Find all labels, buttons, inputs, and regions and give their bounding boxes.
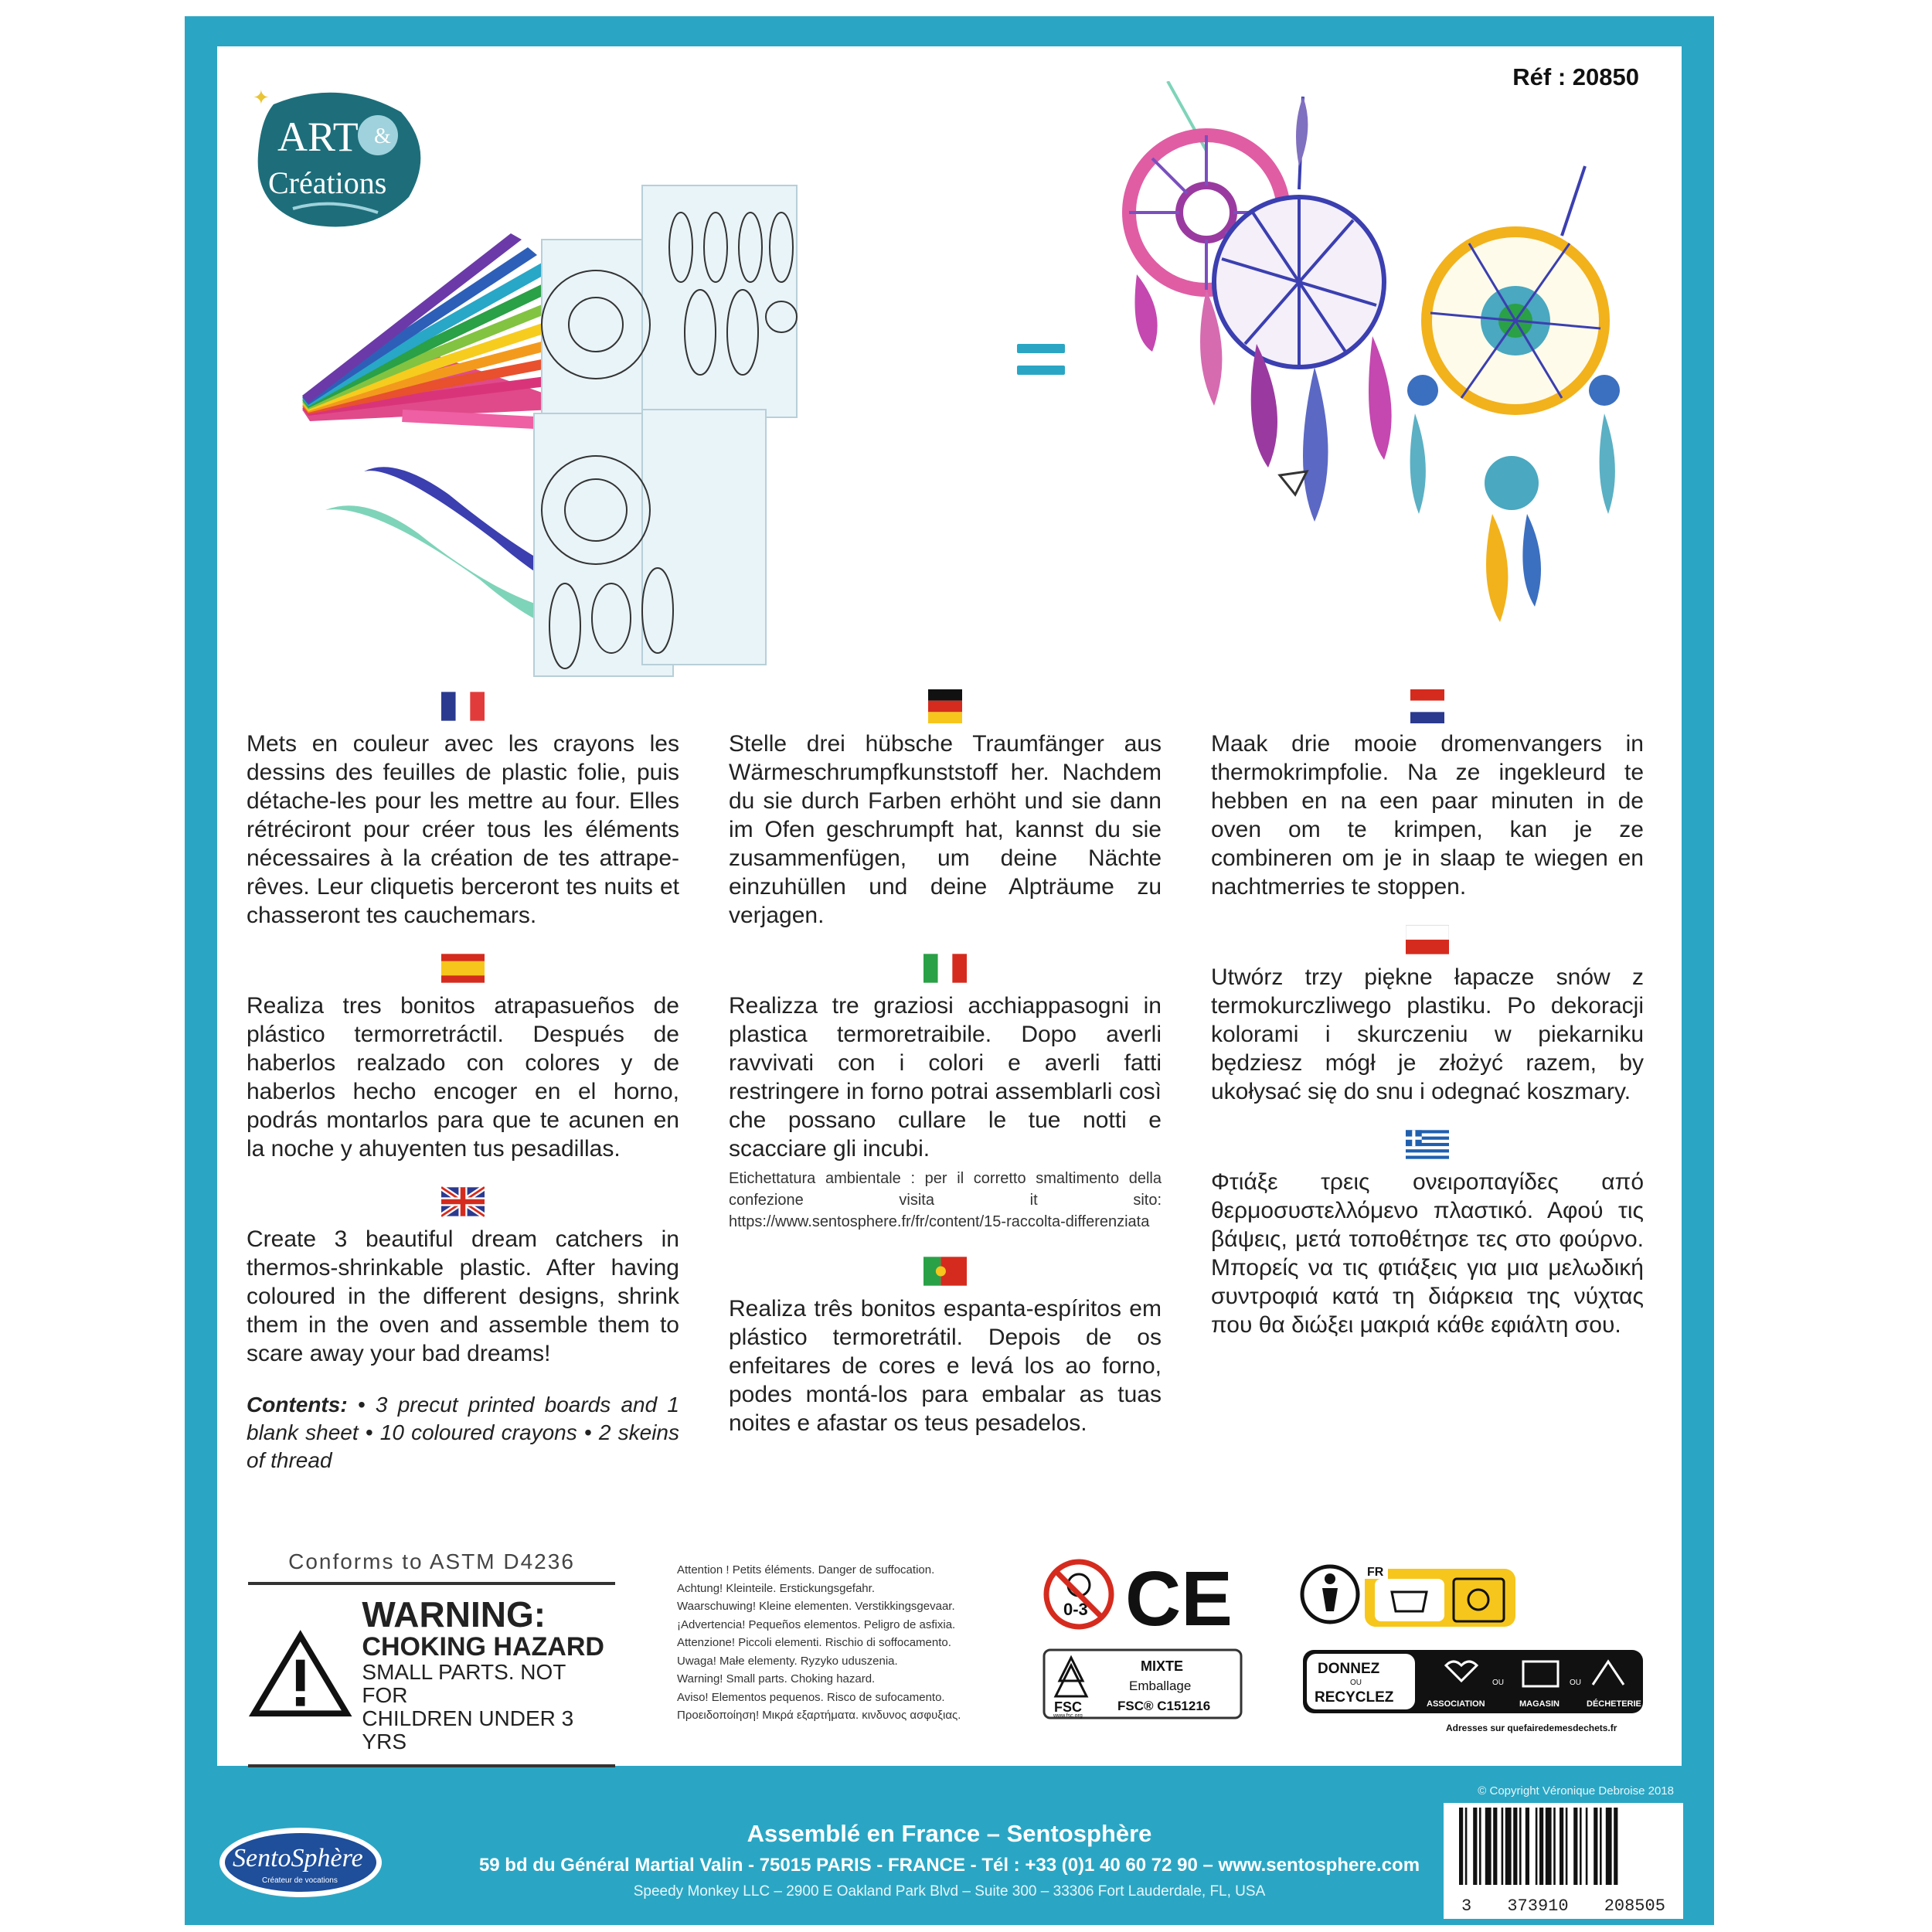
barcode-bar — [1594, 1808, 1597, 1885]
svg-text:OU: OU — [1570, 1679, 1581, 1687]
warning-line-2: CHILDREN UNDER 3 YRS — [362, 1706, 574, 1753]
astm-conformity: Conforms to ASTM D4236 — [248, 1549, 615, 1585]
warning-es: ¡Advertencia! Pequeños elementos. Peligro de asfixia. — [677, 1617, 956, 1631]
choking-hazard-warning — [248, 1549, 615, 1767]
flag-italy-icon — [923, 951, 967, 985]
text-de: Stelle drei hübsche Traumfänger aus Wärmeschrumpfkunststoff her. Nachdem du sie durch Farben erhöht und sie dann im Ofen geschrumpft hat, kannst du sie zusammenfügen, um deine Nächte einzuhüllen und deine Alpträume zu verjagen. — [729, 731, 1162, 928]
barcode-bar — [1479, 1808, 1481, 1885]
barcode-group-1: 373910 — [1507, 1896, 1569, 1916]
svg-text:www.fsc.org: www.fsc.org — [1053, 1713, 1083, 1719]
fsc-label — [1044, 1650, 1241, 1719]
triman-icon — [1302, 1566, 1358, 1622]
flag-poland-icon — [1406, 923, 1449, 957]
text-es: Realiza tres bonitos atrapasueños de plástico termorretráctil. Después de haberlos realzado con colores y de haberlos hecho encoger en el horno, podrás montarlos para que te acunen en la noche y ahuyenten tus pesadillas. — [247, 993, 679, 1162]
svg-text:MAGASIN: MAGASIN — [1519, 1699, 1560, 1709]
svg-text:ART: ART — [277, 114, 359, 160]
text-pl: Utwórz trzy piękne łapacze snów z termokurczliwego plastiku. Po dekoracji kolorami i skurczeniu w piekarniku będziesz mógł je złożyć razem, by ukołysać się do snu i odegnać koszmary. — [1211, 964, 1644, 1104]
text-it-recycling-note: Etichettatura ambientale : per il corretto smaltimento della confezione visita it sito: https://www.sentosphere.fr/fr/content/15-raccolta-differenziata — [729, 1170, 1162, 1230]
recycling-info — [1299, 1557, 1662, 1735]
warning-pt: Aviso! Elementos pequenos. Risco de sufocamento. — [677, 1690, 945, 1704]
barcode-bar — [1485, 1808, 1492, 1885]
warning-el: Προειδοποίηση! Μικρά εξαρτήματα. κινδυνος ασφυξιας. — [677, 1709, 961, 1722]
content-panel — [217, 46, 1682, 1766]
barcode-group-2: 208505 — [1604, 1896, 1665, 1916]
barcode-bar — [1465, 1808, 1468, 1885]
text-column-right — [1211, 689, 1644, 1339]
svg-text:SentoSphère: SentoSphère — [233, 1844, 363, 1872]
text-fr: Mets en couleur avec les crayons les dessins des feuilles de plastic folie, puis détache-les pour les mettre au four. Elles rétréciront pour créer tous les éléments nécessaires à la création de tes attrape-rêves. Leur cliquetis berceront tes nuits et chasseront tes cauchemars. — [247, 731, 679, 928]
text-pt: Realiza três bonitos espanta-espíritos em plástico termoretrátil. Depois de os enfeitares de cores e levá los ao forno, podes montá-los para embalar as tuas noites e afastar os teus pesadelos. — [729, 1296, 1162, 1436]
svg-text:FSC: FSC — [1054, 1699, 1082, 1715]
reference-number: Réf : 20850 — [1512, 63, 1639, 90]
contents-list — [247, 1391, 679, 1475]
barcode-bar — [1493, 1808, 1497, 1885]
age-restriction-icon — [1046, 1562, 1111, 1627]
text-it: Realizza tre graziosi acchiappasogni in plastica termoretraibile. Dopo averli ravvivati con i colori e averli fatti restringere in forno potrai assemblarli così che possano cullare le tue notti e scacciare gli incubi. — [729, 993, 1162, 1162]
text-column-left — [247, 689, 679, 1475]
barcode-bar — [1573, 1808, 1577, 1885]
certification-symbols — [1040, 1557, 1264, 1719]
barcode-bar — [1586, 1808, 1588, 1885]
svg-text:Adresses sur quefairedemesdech: Adresses sur quefairedemesdechets.fr — [1446, 1723, 1617, 1733]
barcode-bar — [1606, 1808, 1612, 1885]
equals-sign — [1017, 344, 1065, 376]
barcode-bar — [1513, 1808, 1517, 1885]
text-el: Φτιάξε τρεις ονειροπαγίδες από θερμοσυστελλόμενο πλαστικό. Αφού τις βάψεις, μετά τοποθέτησε τες στο φούρνο. Μπορείς να τις φτιάξεις για μια μελωδική συντροφιά κατά τη διάρκεια της νύχτας που θα διώξει μακριά κάθε εφιάλτη σου. — [1211, 1169, 1644, 1338]
barcode — [1444, 1803, 1683, 1919]
kit-contents-illustration — [279, 178, 820, 703]
flag-uk-icon — [441, 1185, 485, 1219]
barcode-bar — [1566, 1808, 1568, 1885]
warning-triangle-icon — [248, 1628, 352, 1721]
warning-it: Attenzione! Piccoli elementi. Rischio di soffocamento. — [677, 1636, 951, 1649]
flag-netherlands-icon — [1406, 689, 1449, 723]
warning-de: Achtung! Kleinteile. Erstickungsgefahr. — [677, 1581, 875, 1595]
barcode-bar — [1526, 1808, 1529, 1885]
warning-line-1: SMALL PARTS. NOT FOR — [362, 1660, 566, 1707]
flag-greece-icon — [1406, 1128, 1449, 1162]
blue-dream-catcher — [1214, 97, 1392, 522]
barcode-bar — [1539, 1808, 1543, 1885]
warning-title: WARNING: — [362, 1594, 546, 1634]
svg-text:RECYCLEZ: RECYCLEZ — [1315, 1689, 1394, 1706]
assembly-info: Assemblé en France – Sentosphère — [747, 1820, 1152, 1847]
warning-fr: Attention ! Petits éléments. Danger de suffocation. — [677, 1563, 935, 1577]
svg-text:FR: FR — [1367, 1566, 1384, 1579]
barcode-bar — [1473, 1808, 1477, 1885]
barcode-bar — [1560, 1808, 1563, 1885]
barcode-bar — [1580, 1808, 1582, 1885]
svg-text:MIXTE: MIXTE — [1141, 1658, 1184, 1674]
barcode-bar — [1459, 1808, 1463, 1885]
svg-text:Créateur de vocations: Créateur de vocations — [262, 1876, 338, 1885]
company-address: 59 bd du Général Martial Valin - 75015 PARIS - FRANCE - Tél : +33 (0)1 40 60 72 90 – www.sentosphere.com — [478, 1855, 1420, 1876]
svg-text:DÉCHETERIE: DÉCHETERIE — [1587, 1699, 1641, 1709]
svg-text:&: & — [374, 124, 391, 148]
barcode-bar — [1505, 1808, 1512, 1885]
barcode-bar — [1600, 1808, 1602, 1885]
multilingual-warnings — [677, 1561, 1017, 1725]
bin-icon — [1454, 1579, 1504, 1621]
barcode-bar — [1546, 1808, 1552, 1885]
svg-text:OU: OU — [1350, 1679, 1362, 1687]
svg-text:FSC® C151216: FSC® C151216 — [1117, 1699, 1211, 1713]
text-en: Create 3 beautiful dream catchers in thermos-shrinkable plastic. After having coloured in the different designs, shrink them in the oven and assemble them to scare away your bad dreams! — [247, 1226, 679, 1366]
svg-text:0-3: 0-3 — [1063, 1600, 1088, 1619]
barcode-bar — [1536, 1808, 1538, 1885]
warning-nl: Waarschuwing! Kleine elementen. Verstikkingsgevaar. — [677, 1600, 955, 1613]
flag-france-icon — [441, 689, 485, 723]
flag-portugal-icon — [923, 1254, 967, 1288]
barcode-bar — [1502, 1808, 1504, 1885]
barcode-bar — [1553, 1808, 1556, 1885]
warning-en: Warning! Small parts. Choking hazard. — [677, 1672, 876, 1685]
contents-label: Contents: — [247, 1393, 348, 1417]
text-nl: Maak drie mooie dromenvangers in thermokrimpfolie. Na ze ingekleurd te hebben en na een paar minuten in de oven om te krimpen, kan je ze combineren om je in slaap te wiegen en nachtmerries te stoppen. — [1211, 731, 1644, 900]
barcode-bar — [1519, 1808, 1522, 1885]
barcode-bars — [1444, 1803, 1683, 1892]
barcode-prefix: 3 — [1461, 1896, 1472, 1916]
svg-text:ASSOCIATION: ASSOCIATION — [1427, 1699, 1485, 1709]
copyright: © Copyright Véronique Debroise 2018 — [1478, 1784, 1674, 1798]
warning-pl: Uwaga! Małe elementy. Ryzyko uduszenia. — [677, 1654, 898, 1668]
dream-catchers-illustration — [1106, 81, 1662, 684]
flag-spain-icon — [441, 951, 485, 985]
footer — [185, 1766, 1714, 1925]
svg-text:Emballage: Emballage — [1129, 1679, 1192, 1693]
svg-text:Créations: Créations — [268, 165, 387, 200]
barcode-bar — [1614, 1808, 1617, 1885]
svg-text:✦: ✦ — [253, 86, 270, 109]
svg-text:DONNEZ: DONNEZ — [1318, 1661, 1380, 1677]
warning-subtitle: CHOKING HAZARD — [362, 1632, 604, 1662]
yellow-dream-catcher — [1407, 166, 1620, 622]
text-column-center — [729, 689, 1162, 1437]
us-distributor-address: Speedy Monkey LLC – 2900 E Oakland Park Blvd – Suite 300 – 33306 Fort Lauderdale, FL, USA — [633, 1883, 1266, 1900]
ce-mark: CE — [1125, 1557, 1233, 1642]
contents-items: • 3 precut printed boards and 1 blank sheet • 10 coloured crayons • 2 skeins of thread — [247, 1393, 679, 1472]
plastic-sheets-image — [534, 185, 797, 676]
svg-text:OU: OU — [1492, 1679, 1504, 1687]
flag-germany-icon — [923, 689, 967, 723]
